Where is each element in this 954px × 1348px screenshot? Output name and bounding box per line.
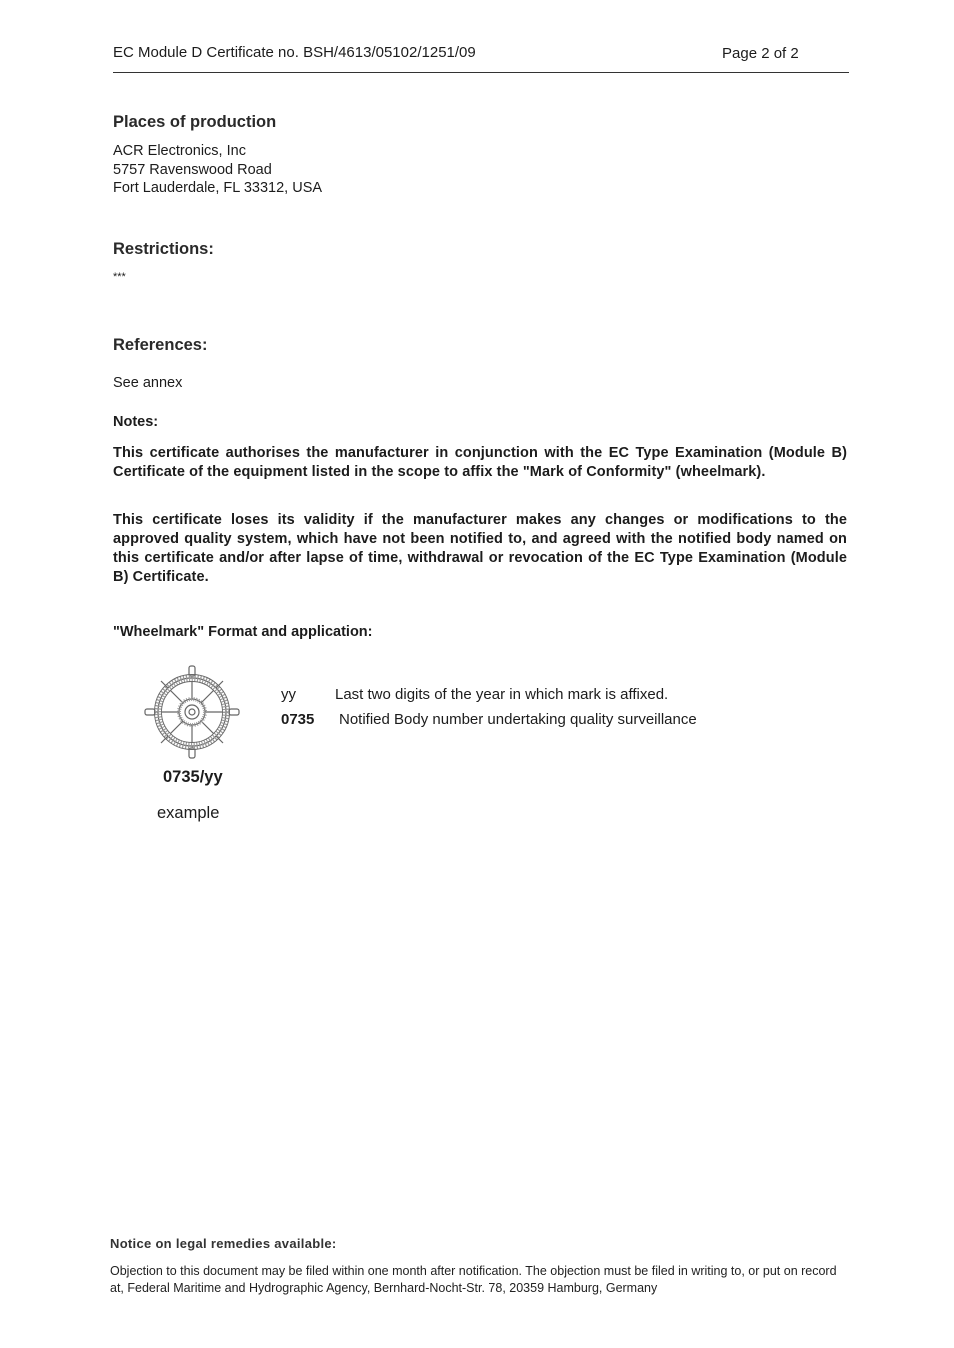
references-heading: References: <box>113 336 208 354</box>
legend-code-0735: 0735 <box>281 711 315 728</box>
notice-heading: Notice on legal remedies available: <box>110 1236 337 1251</box>
restrictions-heading: Restrictions: <box>113 240 214 258</box>
header-divider <box>113 72 849 73</box>
notes-paragraph-2: This certificate loses its validity if the manufacturer makes any changes or modifications to the approved quality system, which have not been notified to, and agreed with the notified body named on this certificate and/or after lapse of time, withdrawal or revocation of the EC Type Examination (Module B) Certificate. <box>113 512 847 585</box>
address-line: Fort Lauderdale, FL 33312, USA <box>113 180 323 196</box>
wheelmark-heading: "Wheelmark" Format and application: <box>113 624 373 640</box>
places-address <box>113 142 322 198</box>
notes-heading: Notes: <box>113 414 159 430</box>
ships-wheel-icon <box>143 664 241 760</box>
restrictions-value: *** <box>113 271 126 283</box>
wheelmark-label: 0735/yy <box>163 768 223 786</box>
certificate-title: EC Module D Certificate no. BSH/4613/05102/1251/09 <box>113 44 476 61</box>
references-value: See annex <box>113 375 183 391</box>
example-label: example <box>157 804 220 822</box>
notice-text: Objection to this document may be filed within one month after notification. The objection must be filed in writing to, or put on record at, Federal Maritime and Hydrographic Agency, Bernhard-Nocht-Str. 78, 20359 Hamburg, Germany <box>110 1264 837 1295</box>
address-line: 5757 Ravenswood Road <box>113 161 272 178</box>
legend-code-yy: yy <box>281 686 296 703</box>
legend-desc-yy: Last two digits of the year in which mark is affixed. <box>335 686 669 703</box>
page-number: Page 2 of 2 <box>722 45 799 62</box>
notes-paragraph-1: This certificate authorises the manufacturer in conjunction with the EC Type Examination (Module B) Certificate of the equipment listed in the scope to affix the "Mark of Conformity" (wheelmark). <box>113 445 847 480</box>
places-heading: Places of production <box>113 113 277 131</box>
address-line: ACR Electronics, Inc <box>113 143 246 159</box>
legend-desc-0735: Notified Body number undertaking quality surveillance <box>339 711 697 728</box>
